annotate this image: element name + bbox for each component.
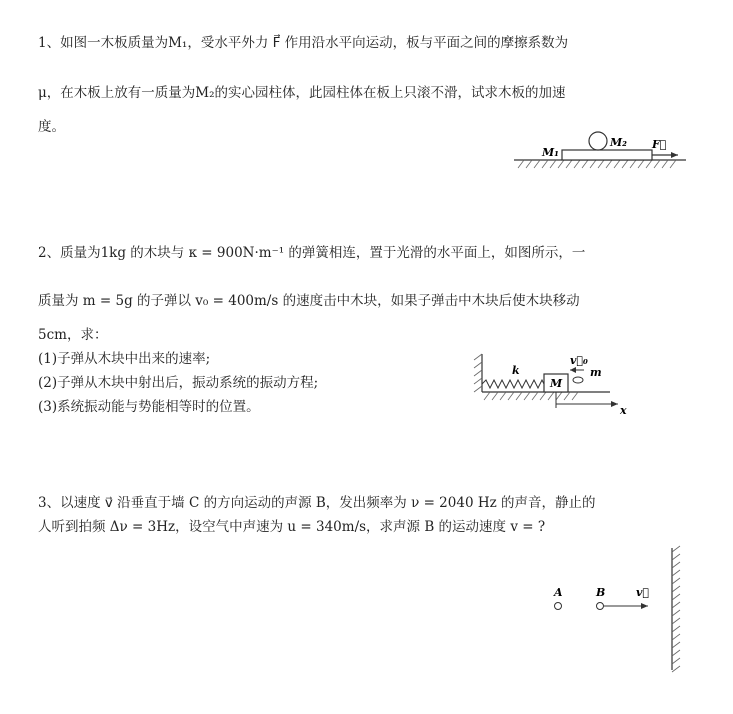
problem1-figure [510,122,690,172]
cylinder [589,132,607,150]
label-b: B [596,586,606,599]
label-k: k [512,364,520,377]
wall-c-hatch [672,546,680,672]
problem1-line-2: μ，在木板上放有一质量为M₂的实心园柱体，此园柱体在板上只滚不滑，试求木板的加速 [38,85,566,101]
floor-hatch [484,392,578,400]
velocity-arrowhead [641,603,648,609]
wooden-board [562,150,652,160]
label-a: A [554,586,563,599]
label-v0: v⃗₀ [570,354,588,367]
problem2-line-3: 5cm，求： [38,327,108,343]
label-m1: M₁ [542,146,559,159]
problem2-line-2: 质量为 m = 5g 的子弹以 v₀ = 400m/s 的速度击中木块，如果子弹击中木块后使木块移动 [38,293,580,309]
source-b [597,603,604,610]
label-m: m [590,366,602,379]
bullet [573,377,583,383]
problem2-figure [470,350,650,420]
label-block-m: M [550,377,563,390]
label-v: v⃗ [636,586,649,599]
problem2-line-4: (1)子弹从木块中出来的速率; [38,351,211,367]
force-arrowhead [671,152,678,158]
problem1-line-1: 1、如图一木板质量为M₁，受水平外力 F⃗ 作用沿水平向运动，板与平面之间的摩擦系数为 [38,35,569,51]
x-axis-arrowhead [611,401,618,407]
problem3-line-2: 人听到拍频 Δν = 3Hz，设空气中声速为 u = 340m/s，求声源 B 的运动速度 v = ? [38,519,546,535]
label-x: x [620,404,627,417]
label-m2: M₂ [610,136,627,149]
listener-a [555,603,562,610]
ground-hatch [518,160,676,168]
wall-hatch [474,354,482,392]
spring [482,380,550,388]
problem2-line-1: 2、质量为1kg 的木块与 κ = 900N·m⁻¹ 的弹簧相连，置于光滑的水平面上，如图所示，一 [38,245,586,261]
problem3-figure [540,544,700,674]
problem3-line-1: 3、以速度 v⃗ 沿垂直于墙 C 的方向运动的声源 B，发出频率为 ν = 2040 Hz 的声音，静止的 [38,495,596,511]
v0-arrowhead [570,367,576,373]
label-f: F⃗ [652,138,667,151]
problem1-line-3: 度。 [38,119,65,135]
problem2-line-5: (2)子弹从木块中射出后，振动系统的振动方程; [38,375,319,391]
problem2-line-6: (3)系统振动能与势能相等时的位置。 [38,399,260,415]
